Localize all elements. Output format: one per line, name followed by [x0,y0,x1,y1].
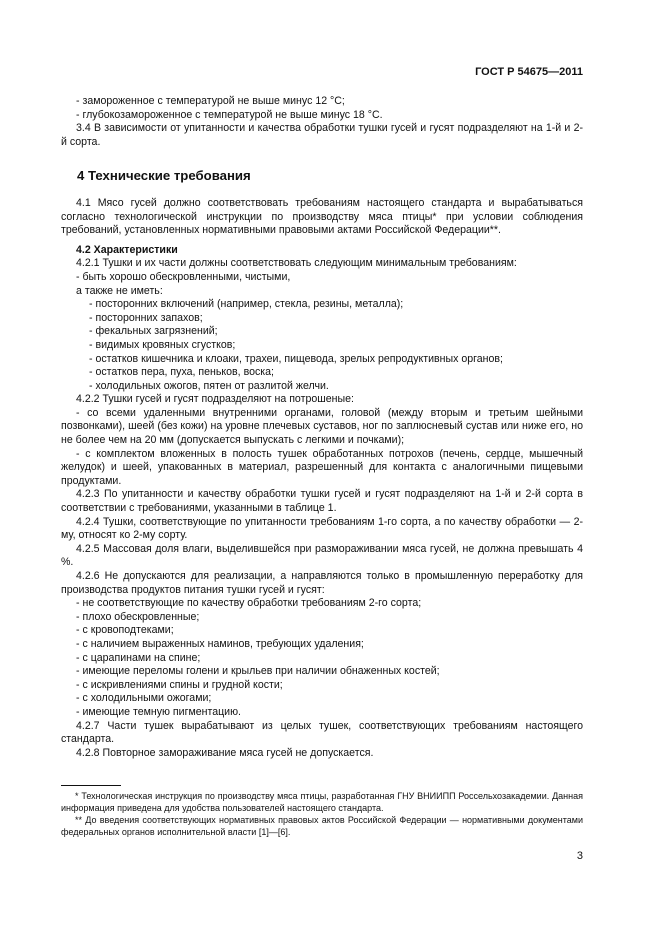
paragraph-4-1: 4.1 Мясо гусей должно соответствовать требованиям настоящего стандарта и вырабатываться согласно технологической инструкции по производству мяса птицы* при условии соблюдения требований, установленных нормативными правовыми актами Российской Федерации**. [61,196,583,237]
list-item: - глубокозамороженное с температурой не выше минус 18 °С. [76,108,383,121]
list-item: - с царапинами на спине; [76,651,201,664]
paragraph-also: а также не иметь: [76,284,163,297]
list-item: - холодильных ожогов, пятен от разлитой желчи. [89,379,329,392]
list-item: - посторонних включений (например, стекла, резины, металла); [89,298,404,311]
list-item: - с комплектом вложенных в полость тушек обработанных потрохов (печень, сердце, мышечный желудок) и шеей, упакованных в материал, разрешенный для контакта с аналогичными пищевыми продуктами. [61,447,583,487]
list-item: - замороженное с температурой не выше минус 12 °С; [76,95,345,107]
list-item: - имеющие переломы голени и крыльев при наличии обнаженных костей; [76,665,440,678]
list-item: - плохо обескровленные; [76,610,200,623]
list-item: - имеющие темную пигментацию. [76,705,241,718]
footnotes [61,790,583,838]
paragraph-4-2-4: 4.2.4 Тушки, соответствующие по упитанности требованиям 1-го сорта, а по качеству обработки — 2-му, относят ко 2-му сорту. [61,515,583,542]
subsection-4-2-title: 4.2 Характеристики [76,243,178,256]
list-item: - с искривлениями спины и грудной кости; [76,678,283,691]
paragraph-4-2-6: 4.2.6 Не допускаются для реализации, а направляются только в промышленную переработку для производства продуктов питания тушки гусей и гусят: [61,570,583,596]
page-body [61,95,583,760]
list-item: - со всеми удаленными внутренними органами, головой (между вторым и третьим шейными позвонками), шеей (без кожи) на уровне плечевых суставов, ног по заплюсневый сустав или ниже его, но не более чем на 20 мм (допускается выпускать с легкими и почками); [61,406,583,447]
paragraph-4-2-3: 4.2.3 По упитанности и качеству обработки тушки гусей и гусят подразделяют на 1-й и 2-й сорта в соответствии с требованиями, указанными в таблице 1. [61,488,583,515]
paragraph-3-4: 3.4 В зависимости от упитанности и качества обработки тушки гусей и гусят подразделяют на 1-й и 2-й сорта. [61,122,583,148]
footnote: ** До введения соответствующих нормативных правовых актов Российской Федерации — нормативными документами федеральных органов исполнительной власти [1]—[6]. [61,815,583,837]
list-item: - посторонних запахов; [89,311,203,324]
list-item: - остатков кишечника и клоаки, трахеи, пищевода, зрелых репродуктивных органов; [89,352,503,365]
paragraph-4-2-5: 4.2.5 Массовая доля влаги, выделившейся при размораживании мяса гусей, не должна превышать 4 %. [61,542,583,569]
list-item: - остатков пера, пуха, пеньков, воска; [89,366,274,379]
footnote: * Технологическая инструкция по производству мяса птицы, разработанная ГНУ ВНИИПП Россельхозакадемии. Данная информация приведена для удобства пользователей настоящего стандарта. [61,791,583,813]
list-item: - не соответствующие по качеству обработки требованиям 2-го сорта; [76,597,422,610]
paragraph-4-2-1: 4.2.1 Тушки и их части должны соответствовать следующим минимальным требованиям: [76,257,517,270]
paragraph-4-2-7: 4.2.7 Части тушек вырабатывают из целых тушек, соответствующих требованиям настоящего стандарта. [61,719,583,746]
section-4-title: 4 Технические требования [77,168,251,184]
paragraph-4-2-2: 4.2.2 Тушки гусей и гусят подразделяют на потрошеные: [76,393,354,406]
footnote-divider [61,785,121,786]
list-item: - с наличием выраженных наминов, требующих удаления; [76,637,364,650]
list-item: - видимых кровяных сгустков; [89,338,236,351]
paragraph-4-2-8: 4.2.8 Повторное замораживание мяса гусей не допускается. [76,746,374,759]
list-item: - с кровоподтеками; [76,624,174,637]
page-number: 3 [576,850,583,862]
list-item: - с холодильными ожогами; [76,692,212,705]
list-item: - фекальных загрязнений; [89,325,218,338]
list-item: - быть хорошо обескровленными, чистыми, [76,270,291,283]
standard-header: ГОСТ Р 54675—2011 [475,66,583,78]
